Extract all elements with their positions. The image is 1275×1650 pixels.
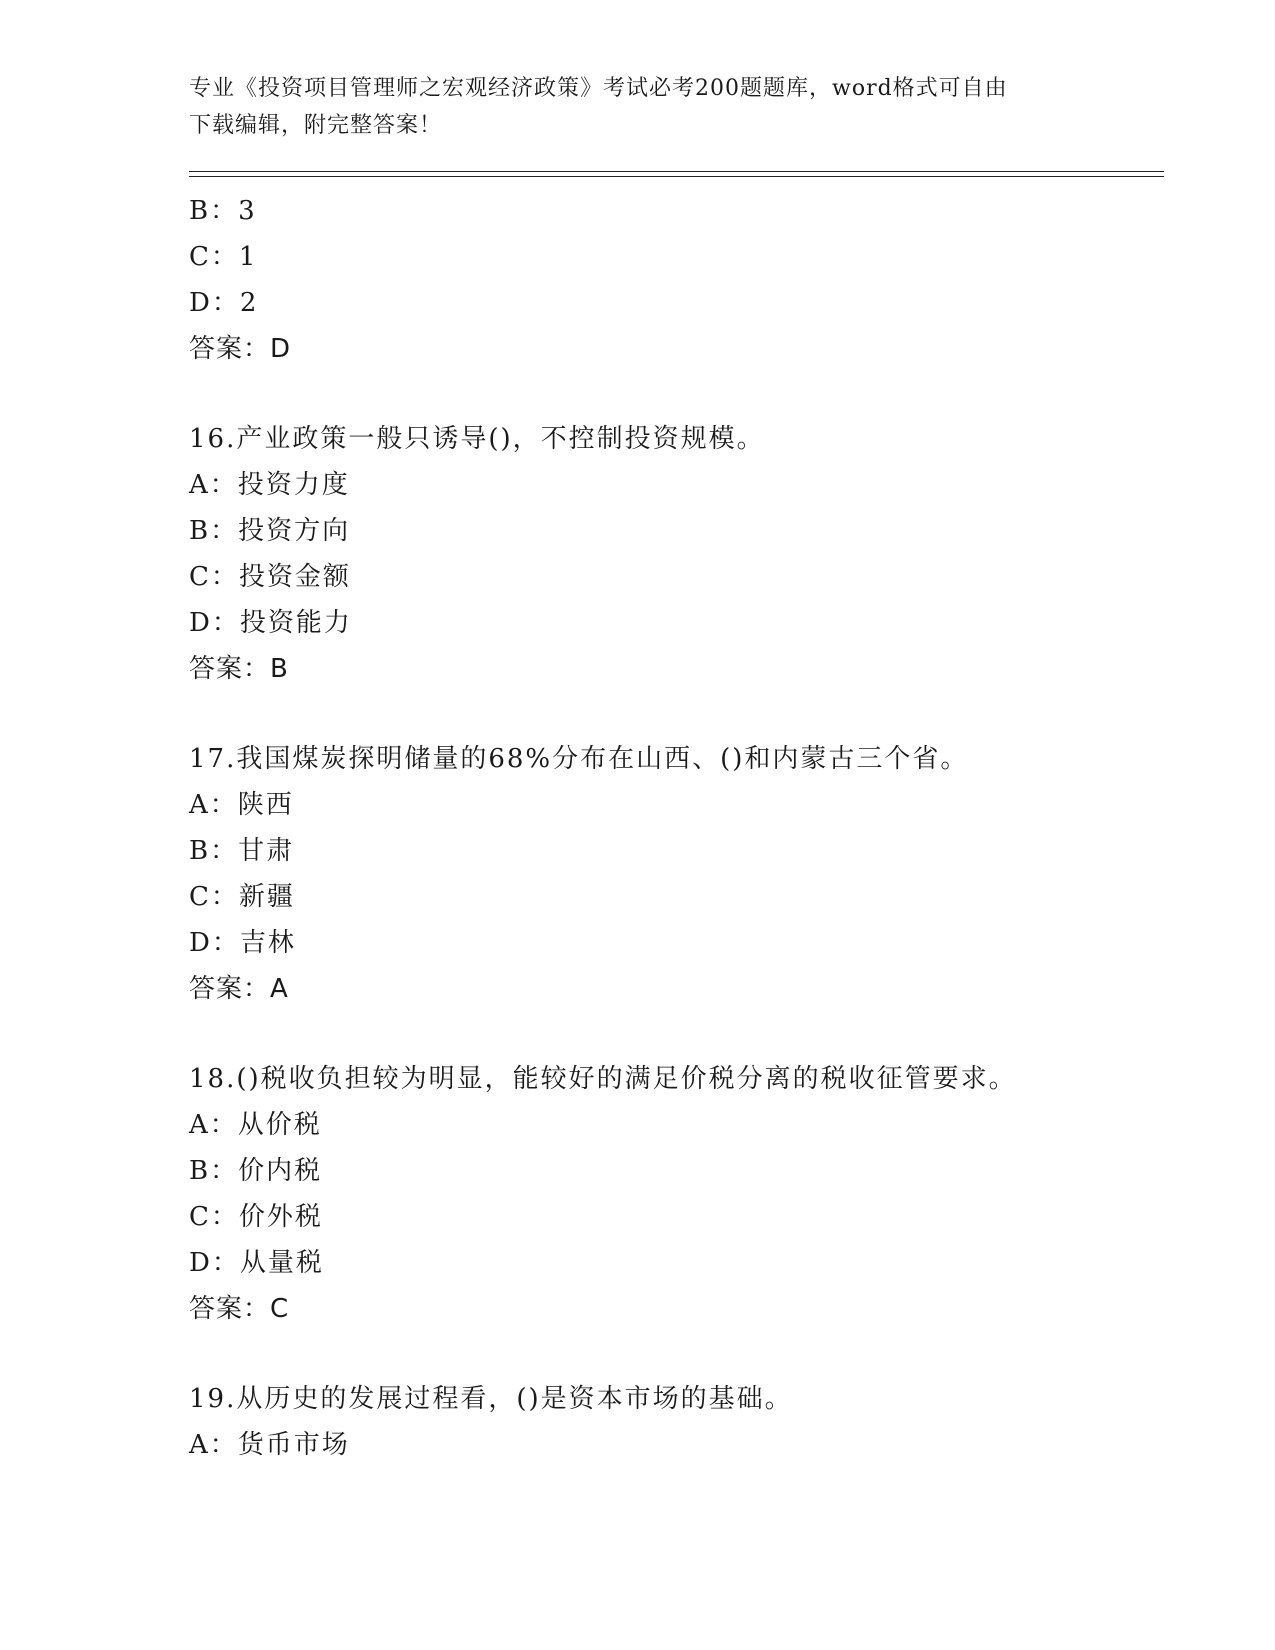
question-stem: 18.()税收负担较为明显，能较好的满足价税分离的税收征管要求。 bbox=[189, 1064, 1017, 1094]
option-d: D：吉林 bbox=[189, 928, 296, 958]
question-18 bbox=[189, 1056, 1164, 1332]
header-title-line-1: 专业《投资项目管理师之宏观经济政策》考试必考200题题库，word格式可自由 bbox=[189, 76, 1008, 101]
document-body bbox=[189, 188, 1164, 1468]
option-d: D：2 bbox=[189, 288, 259, 318]
option-c: C：新疆 bbox=[189, 882, 295, 912]
option-a: A：从价税 bbox=[189, 1110, 322, 1140]
question-17 bbox=[189, 736, 1164, 1012]
header-rule-bottom bbox=[189, 176, 1164, 177]
option-b: B：价内税 bbox=[189, 1156, 323, 1186]
document-header bbox=[189, 70, 1069, 144]
option-d: D：从量税 bbox=[189, 1248, 324, 1278]
header-rule-top bbox=[189, 171, 1164, 172]
question-15-continued bbox=[189, 188, 1164, 372]
answer-line: 答案：D bbox=[189, 334, 292, 364]
question-16 bbox=[189, 416, 1164, 692]
answer-line: 答案：A bbox=[189, 974, 289, 1004]
question-stem: 19.从历史的发展过程看，()是资本市场的基础。 bbox=[189, 1384, 793, 1414]
option-c: C：投资金额 bbox=[189, 562, 351, 592]
option-c: C：1 bbox=[189, 242, 258, 272]
option-c: C：价外税 bbox=[189, 1202, 323, 1232]
option-a: A：投资力度 bbox=[189, 470, 350, 500]
option-a: A：货币市场 bbox=[189, 1430, 350, 1460]
question-19 bbox=[189, 1376, 1164, 1468]
question-stem: 16.产业政策一般只诱导()，不控制投资规模。 bbox=[189, 424, 765, 454]
option-a: A：陕西 bbox=[189, 790, 294, 820]
option-b: B：投资方向 bbox=[189, 516, 351, 546]
option-d: D：投资能力 bbox=[189, 608, 352, 638]
answer-line: 答案：C bbox=[189, 1294, 290, 1324]
answer-line: 答案：B bbox=[189, 654, 289, 684]
question-stem: 17.我国煤炭探明储量的68%分布在山西、()和内蒙古三个省。 bbox=[189, 744, 969, 774]
header-title-line-2: 下载编辑，附完整答案！ bbox=[189, 113, 443, 138]
option-b: B：3 bbox=[189, 196, 257, 226]
option-b: B：甘肃 bbox=[189, 836, 295, 866]
